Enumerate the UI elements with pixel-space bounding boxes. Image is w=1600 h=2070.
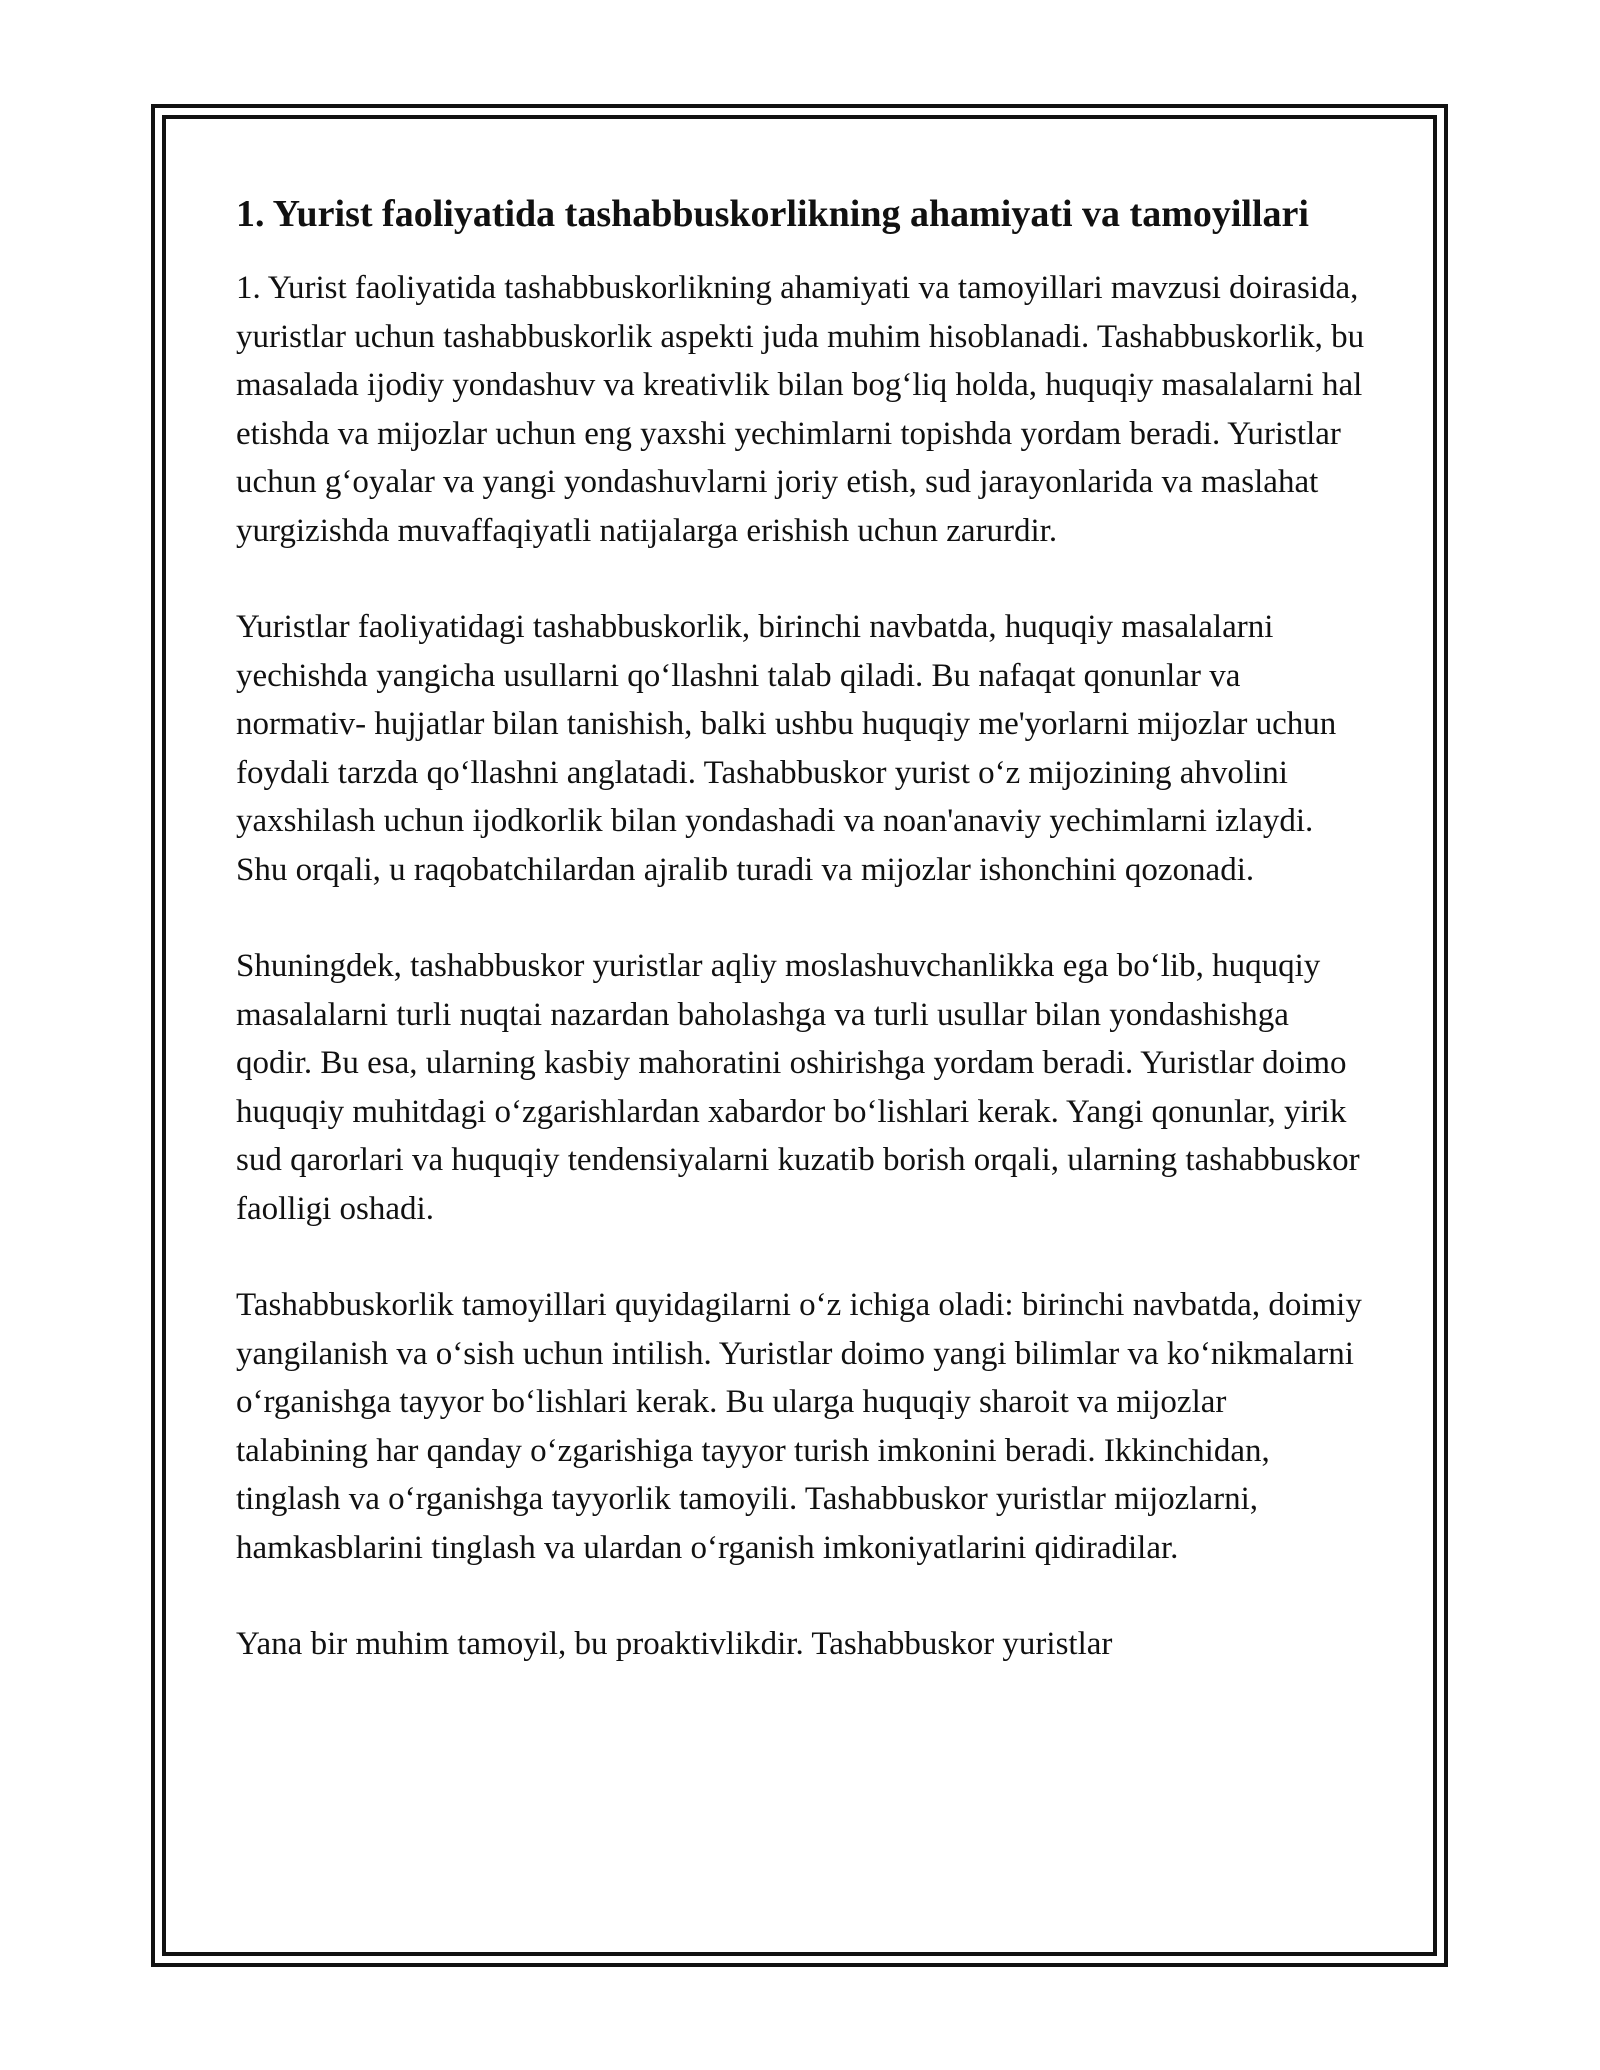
section-heading: 1. Yurist faoliyatida tashabbuskorlikning ahamiyati va tamoyillari	[236, 193, 1309, 235]
document-body	[236, 186, 1366, 1669]
paragraph-5: Yana bir muhim tamoyil, bu proaktivlikdir. Tashabbuskor yuristlar	[236, 1626, 1113, 1662]
paragraph-3: Shuningdek, tashabbuskor yuristlar aqliy moslashuvchanlikka ega bo‘lib, huquqiy masalalarni turli nuqtai nazardan baholashga va turli usullar bilan yondashishga qodir. Bu esa, ularning kasbiy mahoratini oshirishga yordam beradi. Yuristlar doimo huquqiy muhitdagi o‘zgarishlardan xabardor bo‘lishlari kerak. Yangi qonunlar, yirik sud qarorlari va huquqiy tendensiyalarni kuzatib borish orqali, ularning tashabbuskor faolligi oshadi.	[236, 948, 1360, 1227]
paragraph-1: 1. Yurist faoliyatida tashabbuskorlikning ahamiyati va tamoyillari mavzusi doirasida, yuristlar uchun tashabbuskorlik aspekti juda muhim hisoblanadi. Tashabbuskorlik, bu masalada ijodiy yondashuv va kreativlik bilan bog‘liq holda, huquqiy masalalarni hal etishda va mijozlar uchun eng yaxshi yechimlarni topishda yordam beradi. Yuristlar uchun g‘oyalar va yangi yondashuvlarni joriy etish, sud jarayonlarida va maslahat yurgizishda muvaffaqiyatli natijalarga erishish uchun zarurdir.	[236, 270, 1365, 549]
paragraph-2: Yuristlar faoliyatidagi tashabbuskorlik, birinchi navbatda, huquqiy masalalarni yechishda yangicha usullarni qo‘llashni talab qiladi. Bu nafaqat qonunlar va normativ- hujjatlar bilan tanishish, balki ushbu huquqiy me'yorlarni mijozlar uchun foydali tarzda qo‘llashni anglatadi. Tashabbuskor yurist o‘z mijozining ahvolini yaxshilash uchun ijodkorlik bilan yondashadi va noan'anaviy yechimlarni izlaydi. Shu orqali, u raqobatchilardan ajralib turadi va mijozlar ishonchini qozonadi.	[236, 609, 1337, 888]
paragraph-4: Tashabbuskorlik tamoyillari quyidagilarni o‘z ichiga oladi: birinchi navbatda, doimiy yangilanish va o‘sish uchun intilish. Yuristlar doimo yangi bilimlar va ko‘nikmalarni o‘rganishga tayyor bo‘lishlari kerak. Bu ularga huquqiy sharoit va mijozlar talabining har qanday o‘zgarishiga tayyor turish imkonini beradi. Ikkinchidan, tinglash va o‘rganishga tayyorlik tamoyili. Tashabbuskor yuristlar mijozlarni, hamkasblarini tinglash va ulardan o‘rganish imkoniyatlarini qidiradilar.	[236, 1287, 1362, 1566]
